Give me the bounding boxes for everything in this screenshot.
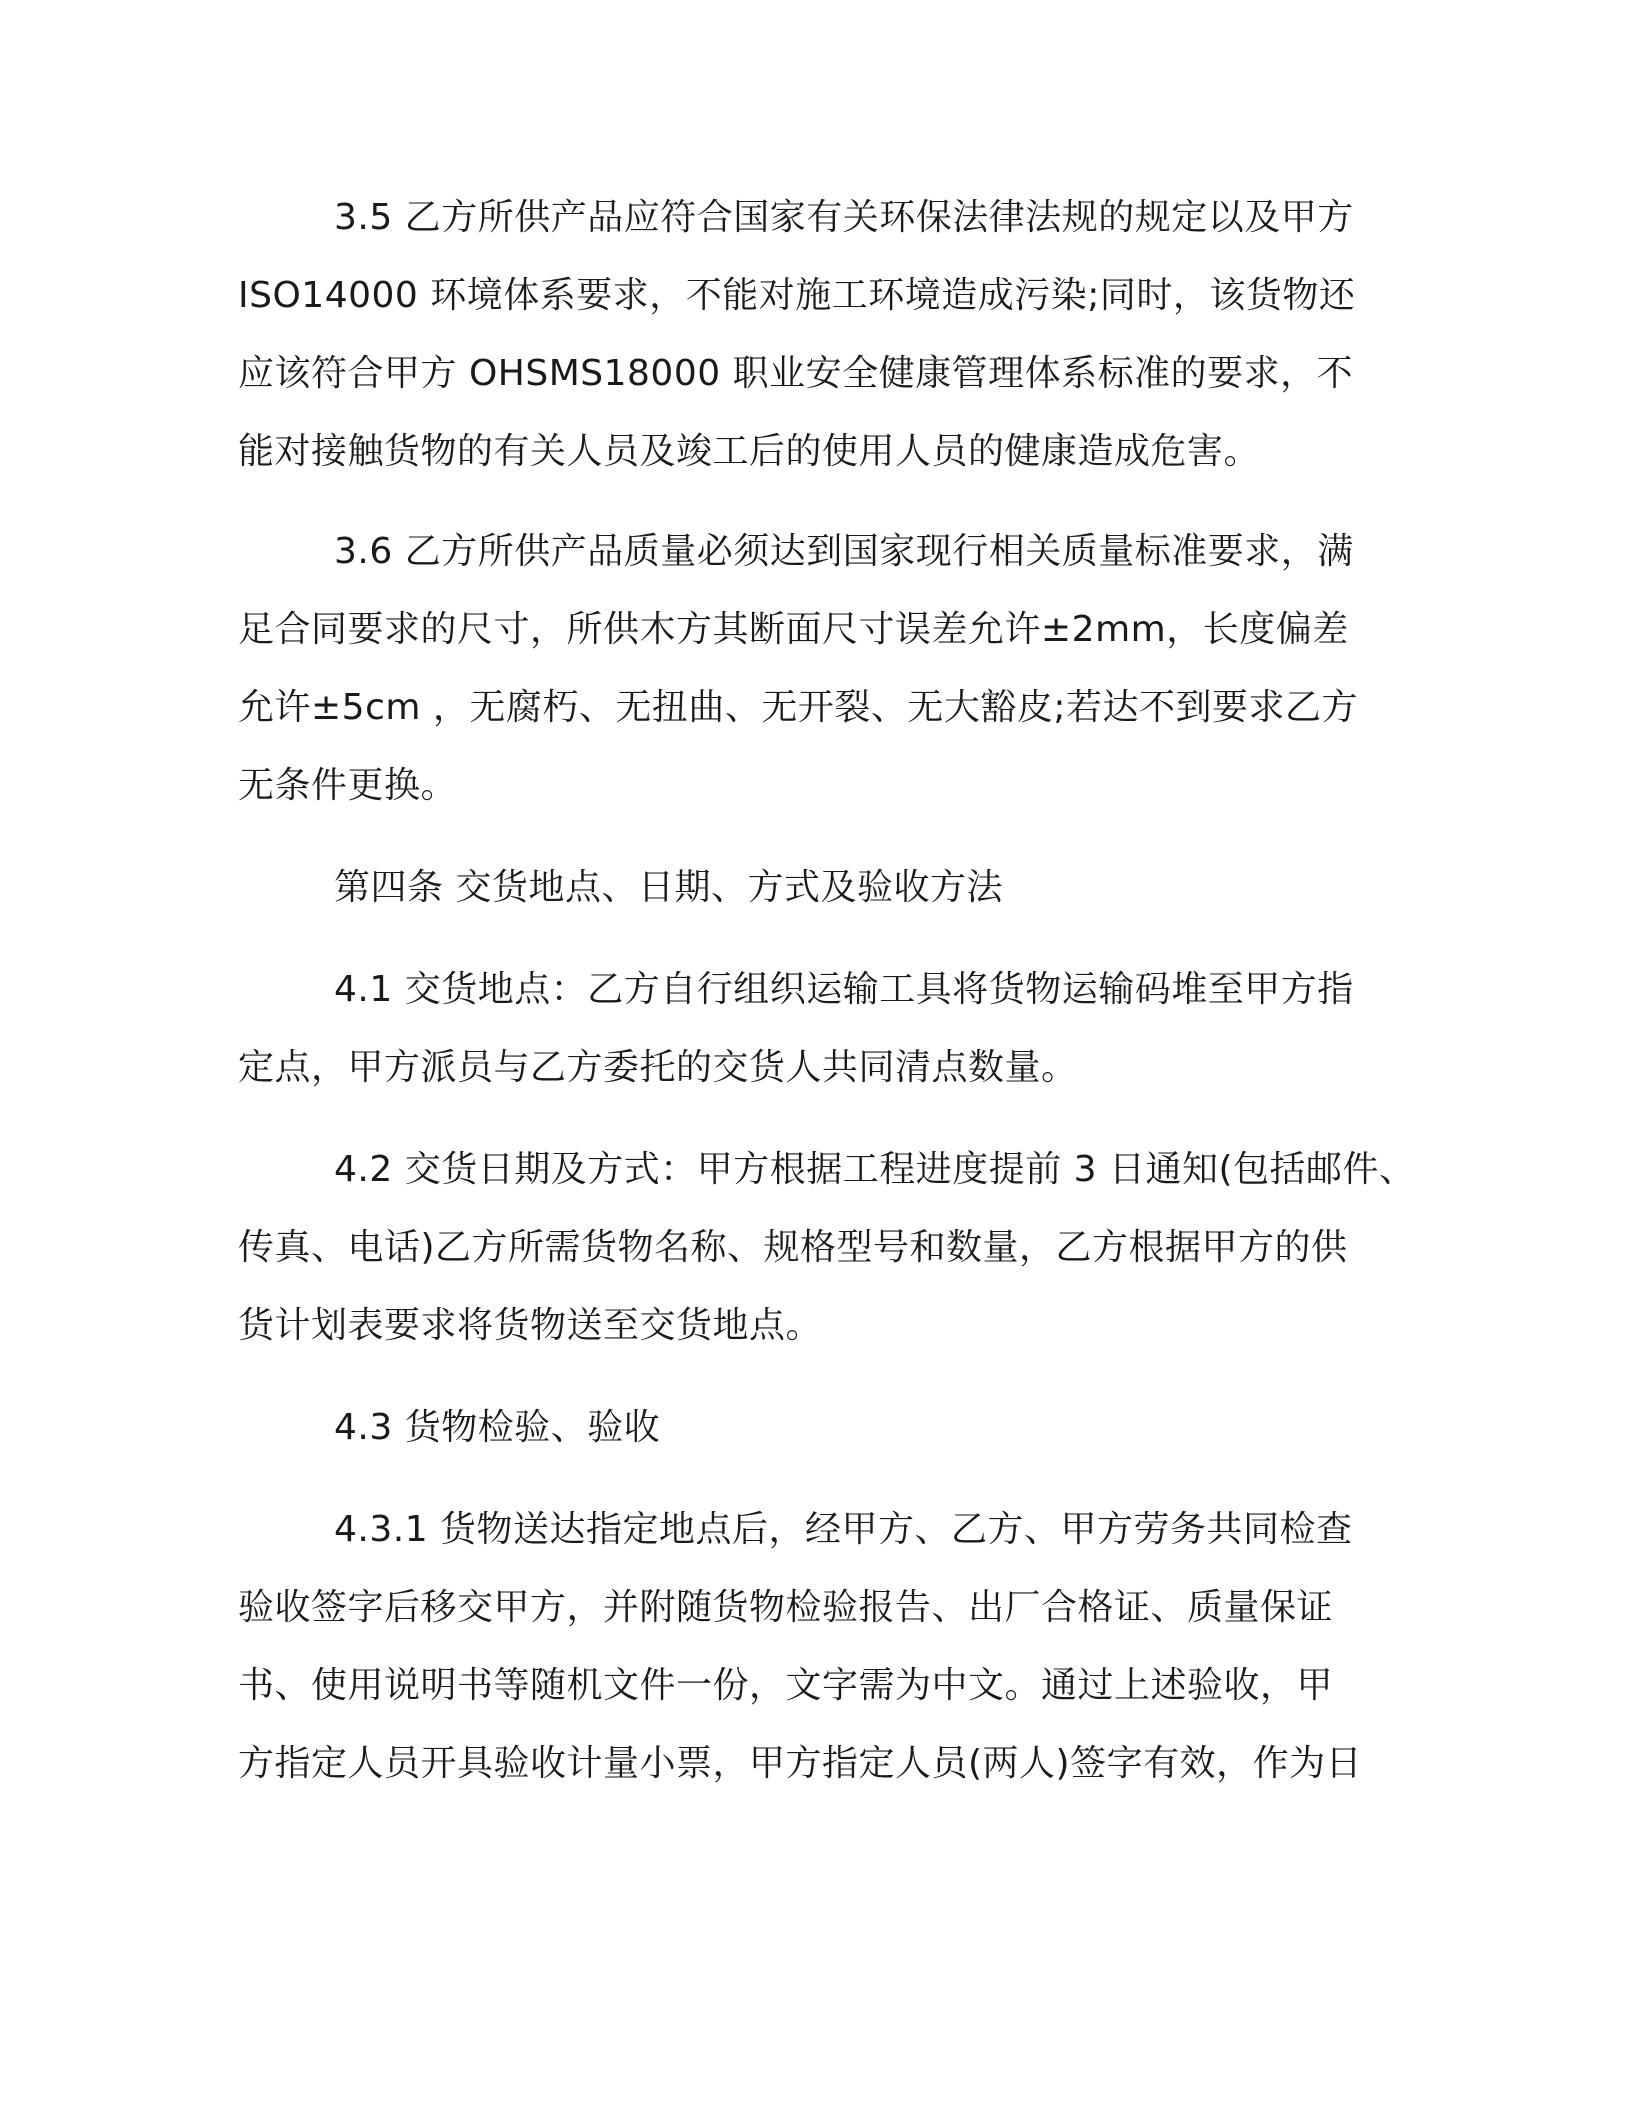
paragraph-line: 书、使用说明书等随机文件一份，文字需为中文。通过上述验收，甲 — [238, 1665, 1334, 1706]
paragraph-line: 能对接触货物的有关人员及竣工后的使用人员的健康造成危害。 — [238, 431, 1261, 472]
paragraph-line: 方指定人员开具验收计量小票，甲方指定人员(两人)签字有效，作为日 — [238, 1743, 1363, 1784]
paragraph-line: 3.5 乙方所供产品应符合国家有关环保法律法规的规定以及甲方 — [334, 197, 1354, 238]
paragraph-line: 定点，甲方派员与乙方委托的交货人共同清点数量。 — [238, 1047, 1078, 1088]
paragraph-line: 足合同要求的尺寸，所供木方其断面尺寸误差允许±2mm，长度偏差 — [238, 609, 1349, 650]
section-heading: 第四条 交货地点、日期、方式及验收方法 — [334, 867, 1003, 908]
paragraph-line: 4.1 交货地点：乙方自行组织运输工具将货物运输码堆至甲方指 — [334, 969, 1354, 1010]
paragraph-line: 3.6 乙方所供产品质量必须达到国家现行相关质量标准要求，满 — [334, 531, 1354, 572]
paragraph-line: 货计划表要求将货物送至交货地点。 — [238, 1305, 823, 1346]
paragraph-line: 传真、电话)乙方所需货物名称、规格型号和数量，乙方根据甲方的供 — [238, 1227, 1348, 1268]
paragraph-line: 无条件更换。 — [238, 765, 458, 806]
paragraph-line: ISO14000 环境体系要求，不能对施工环境造成污染;同时，该货物还 — [238, 275, 1356, 316]
paragraph-line: 允许±5cm ，无腐朽、无扭曲、无开裂、无大豁皮;若达不到要求乙方 — [238, 687, 1359, 728]
paragraph-line: 应该符合甲方 OHSMS18000 职业安全健康管理体系标准的要求，不 — [238, 353, 1354, 394]
paragraph-line: 验收签字后移交甲方，并附随货物检验报告、出厂合格证、质量保证 — [238, 1587, 1334, 1628]
paragraph-line: 4.2 交货日期及方式：甲方根据工程进度提前 3 日通知(包括邮件、 — [334, 1149, 1416, 1190]
subsection-heading: 4.3 货物检验、验收 — [334, 1407, 661, 1448]
paragraph-line: 4.3.1 货物送达指定地点后，经甲方、乙方、甲方劳务共同检查 — [334, 1509, 1353, 1550]
